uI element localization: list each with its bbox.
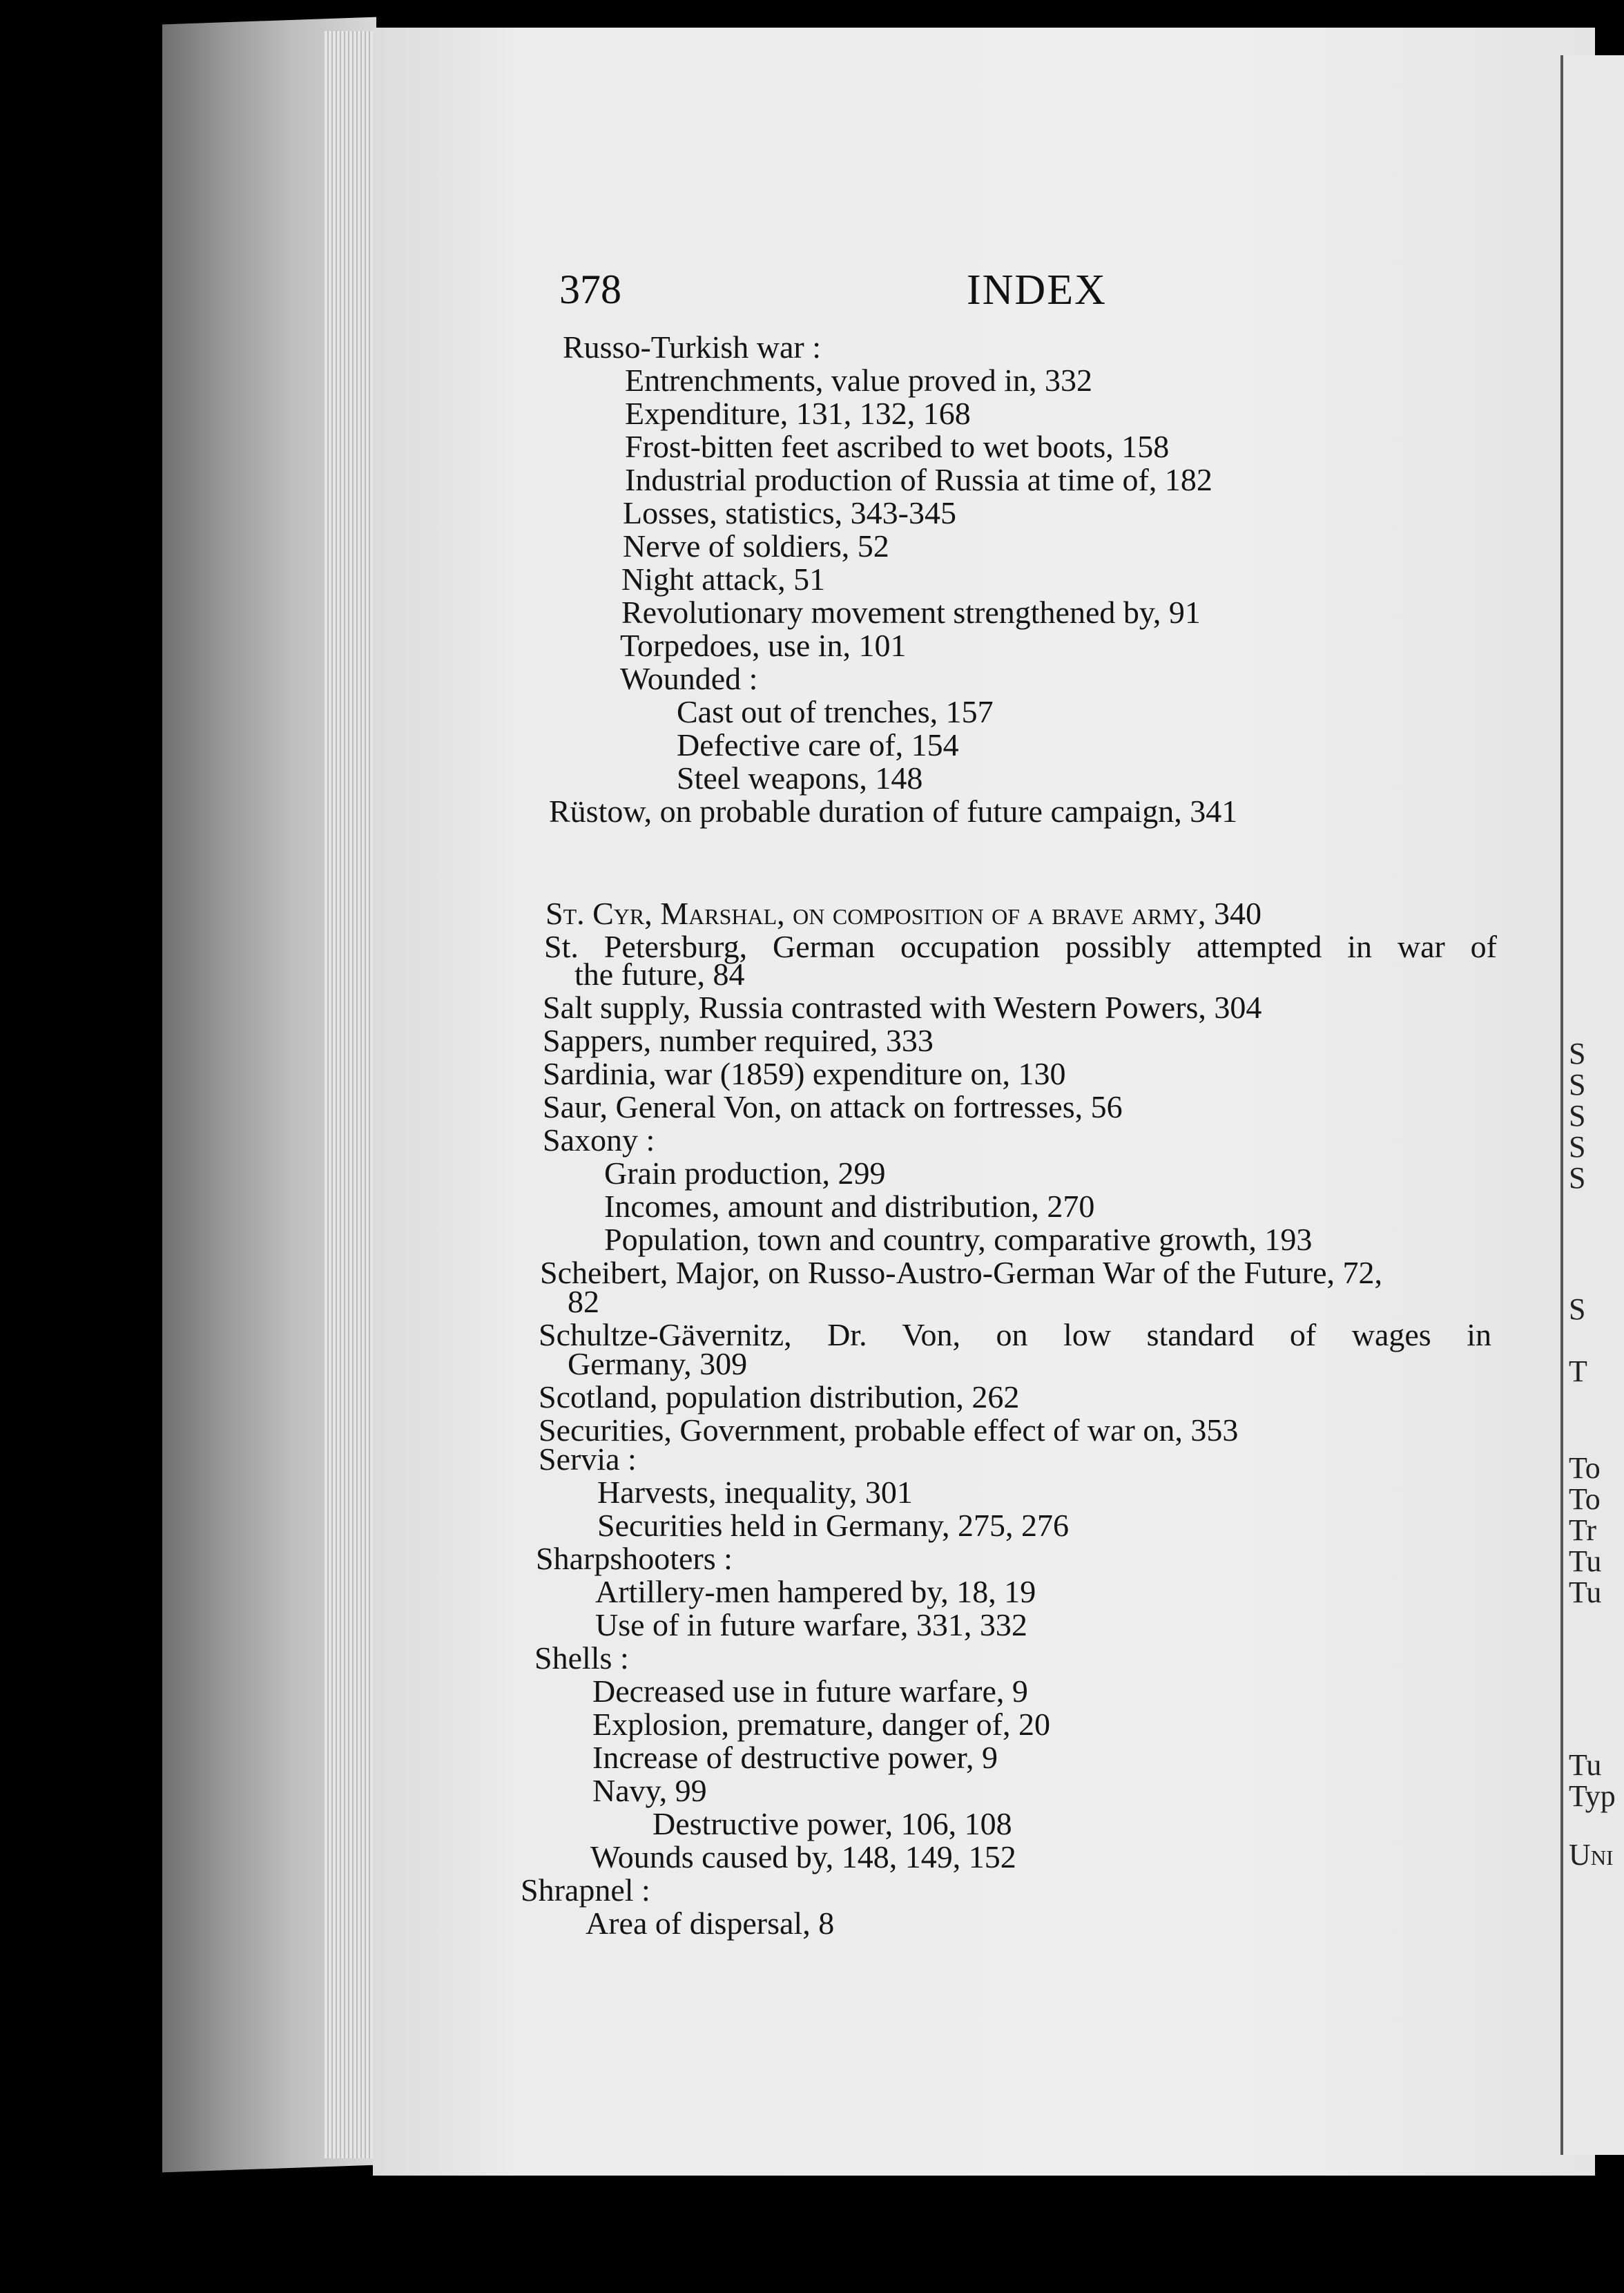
index-subentry: Nerve of soldiers, 52: [623, 528, 889, 564]
index-subentry: Population, town and country, comparative growth, 193: [604, 1222, 1313, 1257]
index-heading: Russo-Turkish war :: [563, 329, 822, 365]
facing-letter: To: [1569, 1482, 1601, 1516]
scan-border: [0, 2200, 1624, 2293]
facing-letter: S: [1569, 1068, 1586, 1102]
index-heading: Sappers, number required, 333: [543, 1023, 934, 1058]
index-subentry: Wounded :: [620, 661, 758, 696]
index-heading: Shells :: [534, 1640, 629, 1676]
facing-letter: Uni: [1569, 1838, 1614, 1872]
index-heading: Shrapnel :: [521, 1872, 650, 1908]
index-subentry: Decreased use in future warfare, 9: [592, 1673, 1028, 1709]
index-subentry: Night attack, 51: [621, 562, 826, 597]
index-heading: Servia :: [539, 1441, 637, 1477]
index-subentry: Industrial production of Russia at time of, 182: [625, 462, 1212, 497]
index-subentry: Expenditure, 131, 132, 168: [625, 396, 971, 431]
index-continuation: the future, 84: [574, 957, 745, 992]
index-continuation: Germany, 309: [568, 1346, 748, 1381]
facing-letter: S: [1569, 1130, 1586, 1164]
index-heading: St. Petersburg, German occupation possibly attempted in war of: [544, 929, 1497, 964]
index-heading: Salt supply, Russia contrasted with Western Powers, 304: [543, 990, 1262, 1025]
index-heading: Sardinia, war (1859) expenditure on, 130: [543, 1056, 1066, 1091]
facing-letter: Tu: [1569, 1575, 1602, 1609]
index-subsubentry: Defective care of, 154: [677, 727, 959, 762]
index-subentry: Area of dispersal, 8: [586, 1906, 835, 1941]
facing-letter: T: [1569, 1354, 1587, 1388]
index-subentry: Navy, 99: [592, 1773, 707, 1808]
index-subentry: Securities held in Germany, 275, 276: [597, 1508, 1070, 1543]
index-heading: Sharpshooters :: [536, 1541, 733, 1576]
facing-letter: Typ: [1569, 1779, 1616, 1813]
index-subentry: Incomes, amount and distribution, 270: [604, 1189, 1095, 1224]
page-title: INDEX: [967, 267, 1107, 314]
page-number: 378: [559, 267, 621, 312]
index-subentry: Increase of destructive power, 9: [592, 1740, 998, 1775]
index-subentry: Wounds caused by, 148, 149, 152: [590, 1839, 1016, 1874]
index-heading: Saxony :: [543, 1122, 655, 1158]
index-subentry: Revolutionary movement strengthened by, 91: [621, 595, 1201, 630]
index-subentry: Grain production, 299: [604, 1155, 886, 1191]
index-continuation: 82: [568, 1284, 599, 1319]
facing-letter: S: [1569, 1099, 1586, 1133]
index-subentry: Frost-bitten feet ascribed to wet boots, 158: [625, 429, 1170, 464]
facing-letter: To: [1569, 1451, 1601, 1485]
index-heading: Rüstow, on probable duration of future campaign, 341: [549, 794, 1238, 829]
index-heading: Schultze-Gävernitz, Dr. Von, on low standard of wages in: [539, 1317, 1491, 1352]
index-subsubentry: Destructive power, 106, 108: [652, 1806, 1012, 1841]
index-subsubentry: Steel weapons, 148: [677, 760, 923, 796]
index-heading: St. Cyr, Marshal, on composition of a brave army, 340: [545, 896, 1262, 931]
facing-letter: S: [1569, 1161, 1586, 1195]
index-subentry: Use of in future warfare, 331, 332: [595, 1607, 1027, 1642]
facing-letter: S: [1569, 1292, 1586, 1326]
facing-letter: S: [1569, 1037, 1586, 1071]
index-subentry: Harvests, inequality, 301: [597, 1475, 913, 1510]
index-page: [373, 28, 1595, 2176]
facing-letter: Tu: [1569, 1544, 1602, 1578]
index-heading: Securities, Government, probable effect of war on, 353: [539, 1412, 1239, 1448]
page-stack: [325, 31, 373, 2158]
index-subentry: Losses, statistics, 343-345: [623, 495, 956, 530]
index-subentry: Explosion, premature, danger of, 20: [592, 1707, 1050, 1742]
index-subentry: Artillery-men hampered by, 18, 19: [595, 1574, 1036, 1609]
facing-letter: Tr: [1569, 1513, 1596, 1547]
index-subentry: Torpedoes, use in, 101: [620, 628, 907, 663]
index-heading: Scotland, population distribution, 262: [539, 1379, 1020, 1414]
index-heading: Scheibert, Major, on Russo-Austro-German War of the Future, 72,: [540, 1255, 1383, 1290]
index-subentry: Entrenchments, value proved in, 332: [625, 363, 1093, 398]
index-subsubentry: Cast out of trenches, 157: [677, 694, 994, 729]
index-heading: Saur, General Von, on attack on fortresses, 56: [543, 1089, 1123, 1124]
facing-letter: Tu: [1569, 1748, 1602, 1782]
